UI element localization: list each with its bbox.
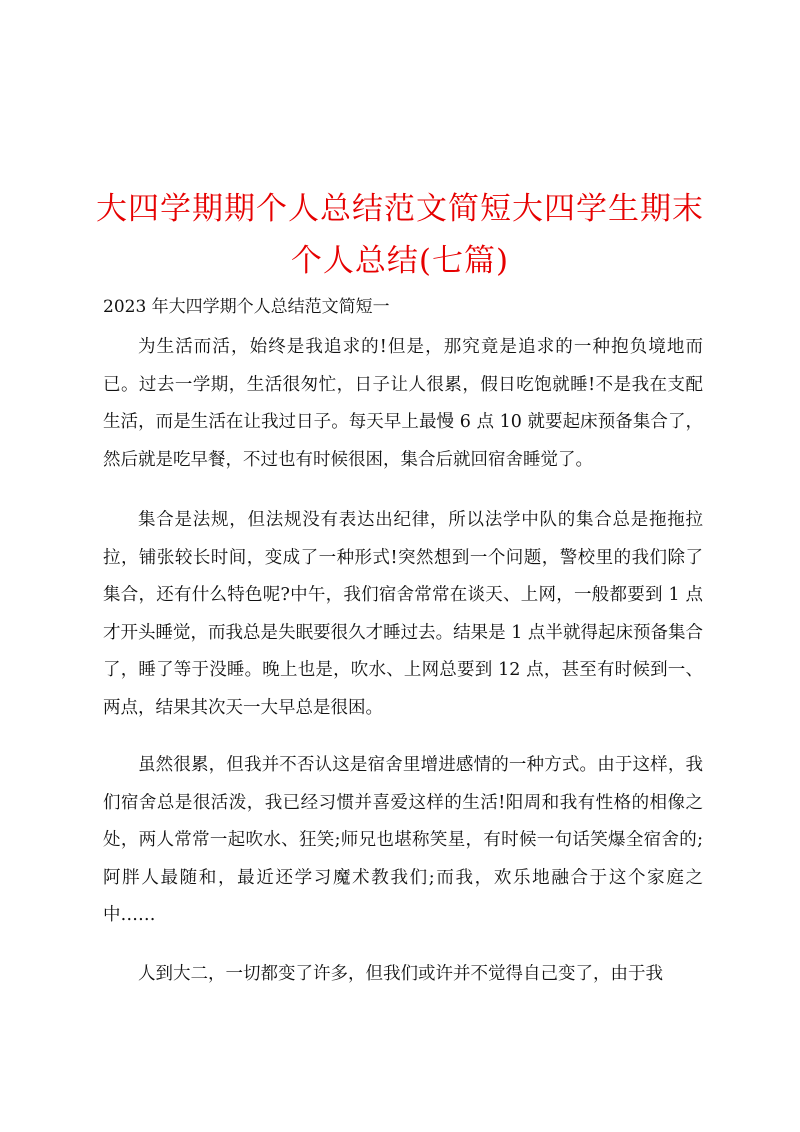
body-paragraph: 为生活而活，始终是我追求的!但是，那究竟是追求的一种抱负境地而已。过去一学期，生活很匆忙，日子让人很累，假日吃饱就睡!不是我在支配生活，而是生活在让我过日子。每天早上最慢 6 点 10 就要起床预备集合了，然后就是吃早餐，不过也有时候很困，集合后就回宿舍睡觉了。 (103, 337, 703, 470)
body-paragraph: 集合是法规，但法规没有表达出纪律，所以法学中队的集合总是拖拖拉拉，铺张较长时间，变成了一种形式!突然想到一个问题，警校里的我们除了集合，还有什么特色呢?中午，我们宿舍常常在谈天、上网，一般都要到 1 点才开头睡觉，而我总是失眠要很久才睡过去。结果是 1 点半就得起床预备集合了，睡了等于没睡。晚上也是，吹水、上网总要到 12 点，甚至有时候到一、两点，结果其次天一大早总是很困。 (103, 510, 703, 718)
body-paragraph: 人到大二，一切都变了许多，但我们或许并不觉得自己变了，由于我 (138, 964, 663, 984)
section-heading: 2023 年大四学期个人总结范文简短一 (103, 297, 390, 317)
body-paragraph: 虽然很累，但我并不否认这是宿舍里增进感情的一种方式。由于这样，我们宿舍总是很活泼，我已经习惯并喜爱这样的生活!阳周和我有性格的相像之处，两人常常一起吹水、狂笑;师兄也堪称笑星，有时候一句话笑爆全宿舍的;阿胖人最随和，最近还学习魔术教我们;而我，欢乐地融合于这个家庭之中…… (103, 755, 703, 925)
document-title: 大四学期期个人总结范文简短大四学生期末个人总结(七篇) (96, 190, 704, 279)
